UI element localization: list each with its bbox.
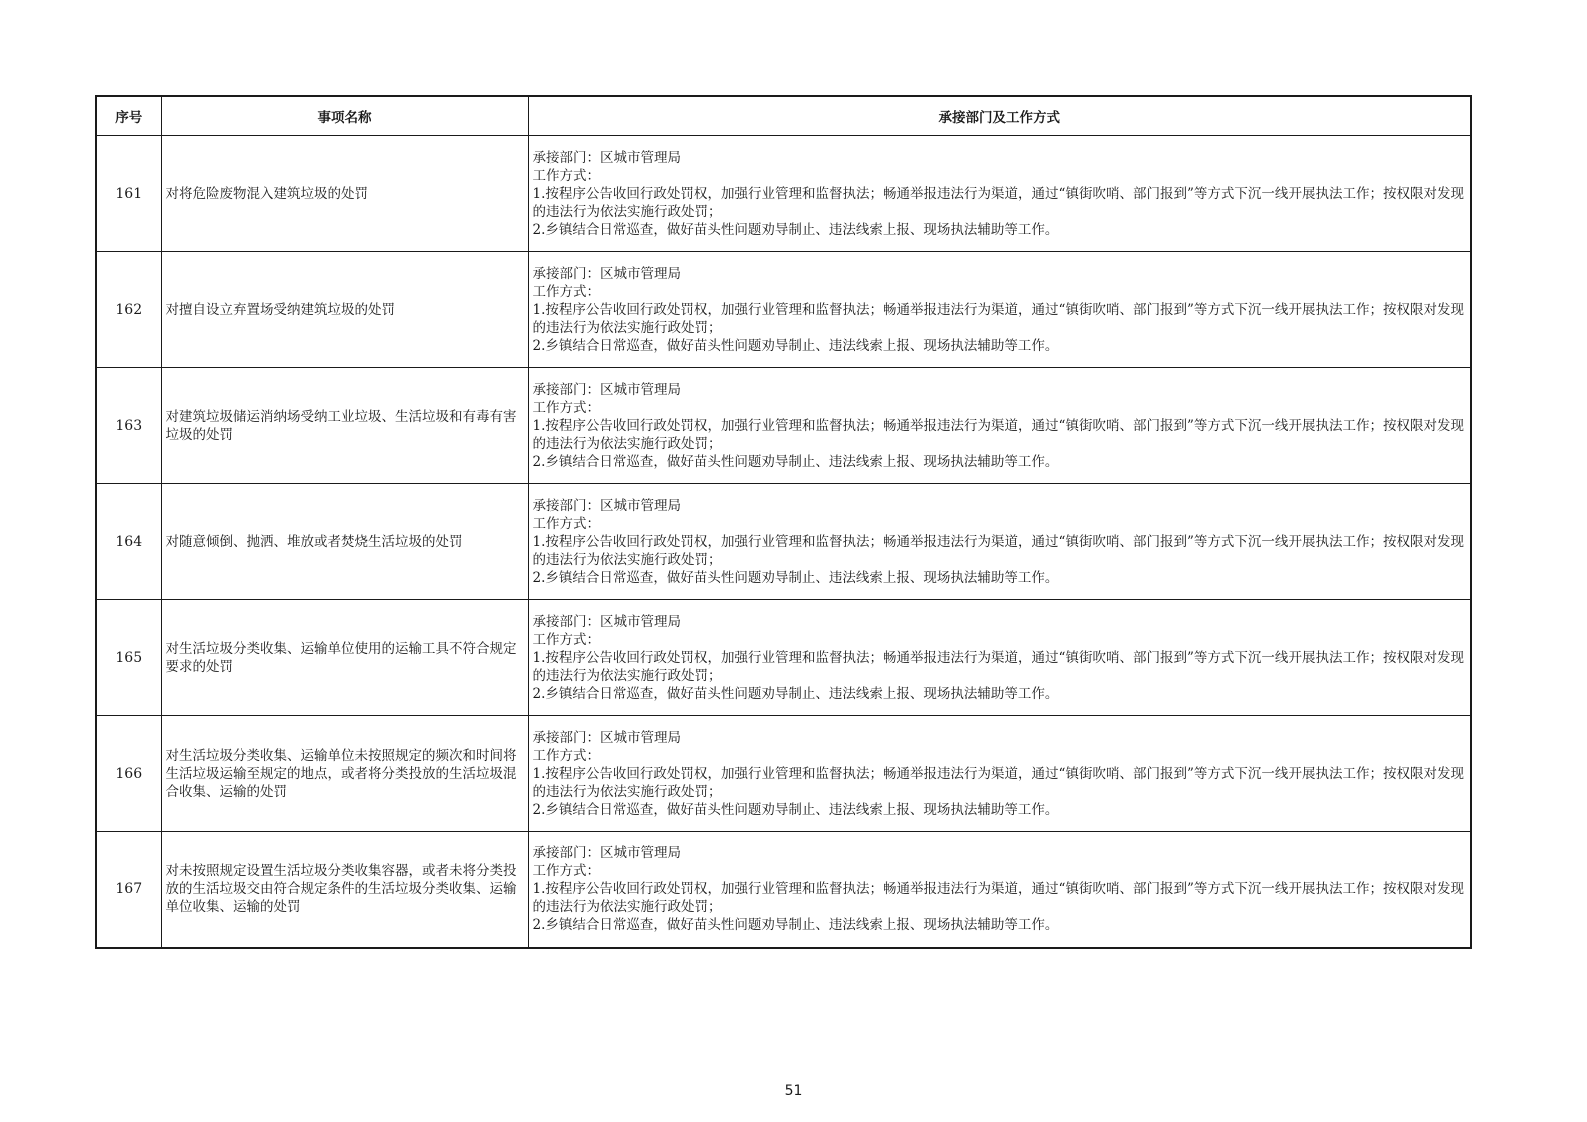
table-row bbox=[96, 600, 1471, 716]
step2-line: 2.乡镇结合日常巡查，做好苗头性问题劝导制止、违法线索上报、现场执法辅助等工作。 bbox=[532, 917, 1059, 934]
row-item-name: 对建筑垃圾储运消纳场受纳工业垃圾、生活垃圾和有毒有害垃圾的处罚 bbox=[161, 368, 528, 484]
step1-line: 1.按程序公告收回行政处罚权，加强行业管理和监督执法；畅通举报违法行为渠道，通过“镇街吹哨、部门报到”等方式下沉一线开展执法工作；按权限对发现的违法行为依法实施行政处罚； bbox=[532, 185, 1464, 220]
header-seq: 序号 bbox=[96, 96, 161, 136]
mode-line: 工作方式： bbox=[532, 515, 600, 532]
dept-line: 承接部门：区城市管理局 bbox=[532, 381, 681, 398]
dept-line: 承接部门：区城市管理局 bbox=[532, 265, 681, 282]
row-seq: 167 bbox=[96, 832, 161, 948]
table-row bbox=[96, 136, 1471, 252]
dept-line: 承接部门：区城市管理局 bbox=[532, 845, 681, 862]
table-row bbox=[96, 368, 1471, 484]
page-number: 51 bbox=[784, 1083, 803, 1099]
table-header bbox=[96, 96, 1471, 136]
row-item-name: 对将危险废物混入建筑垃圾的处罚 bbox=[161, 136, 528, 252]
step1-line: 1.按程序公告收回行政处罚权，加强行业管理和监督执法；畅通举报违法行为渠道，通过“镇街吹哨、部门报到”等方式下沉一线开展执法工作；按权限对发现的违法行为依法实施行政处罚； bbox=[532, 417, 1464, 452]
row-seq: 162 bbox=[96, 252, 161, 368]
dept-line: 承接部门：区城市管理局 bbox=[532, 613, 681, 630]
header-row bbox=[96, 96, 1471, 136]
row-work-mode bbox=[528, 136, 1471, 252]
mode-line: 工作方式： bbox=[532, 399, 600, 416]
row-item-name: 对随意倾倒、抛洒、堆放或者焚烧生活垃圾的处罚 bbox=[161, 484, 528, 600]
table-row bbox=[96, 252, 1471, 368]
step1-line: 1.按程序公告收回行政处罚权，加强行业管理和监督执法；畅通举报违法行为渠道，通过“镇街吹哨、部门报到”等方式下沉一线开展执法工作；按权限对发现的违法行为依法实施行政处罚； bbox=[532, 881, 1464, 916]
step1-line: 1.按程序公告收回行政处罚权，加强行业管理和监督执法；畅通举报违法行为渠道，通过“镇街吹哨、部门报到”等方式下沉一线开展执法工作；按权限对发现的违法行为依法实施行政处罚； bbox=[532, 301, 1464, 336]
mode-line: 工作方式： bbox=[532, 167, 600, 184]
table-row bbox=[96, 716, 1471, 832]
table-body bbox=[96, 136, 1471, 948]
row-item-name: 对未按照规定设置生活垃圾分类收集容器，或者未将分类投放的生活垃圾交由符合规定条件的生活垃圾分类收集、运输单位收集、运输的处罚 bbox=[161, 832, 528, 948]
row-work-mode bbox=[528, 484, 1471, 600]
row-seq: 164 bbox=[96, 484, 161, 600]
row-item-name: 对擅自设立弃置场受纳建筑垃圾的处罚 bbox=[161, 252, 528, 368]
step1-line: 1.按程序公告收回行政处罚权，加强行业管理和监督执法；畅通举报违法行为渠道，通过“镇街吹哨、部门报到”等方式下沉一线开展执法工作；按权限对发现的违法行为依法实施行政处罚； bbox=[532, 533, 1464, 568]
dept-line: 承接部门：区城市管理局 bbox=[532, 729, 681, 746]
row-seq: 166 bbox=[96, 716, 161, 832]
table-row bbox=[96, 484, 1471, 600]
row-seq: 161 bbox=[96, 136, 161, 252]
step2-line: 2.乡镇结合日常巡查，做好苗头性问题劝导制止、违法线索上报、现场执法辅助等工作。 bbox=[532, 221, 1059, 238]
row-seq: 165 bbox=[96, 600, 161, 716]
mode-line: 工作方式： bbox=[532, 283, 600, 300]
row-work-mode bbox=[528, 832, 1471, 948]
step2-line: 2.乡镇结合日常巡查，做好苗头性问题劝导制止、违法线索上报、现场执法辅助等工作。 bbox=[532, 569, 1059, 586]
row-item-name: 对生活垃圾分类收集、运输单位使用的运输工具不符合规定要求的处罚 bbox=[161, 600, 528, 716]
row-work-mode bbox=[528, 368, 1471, 484]
row-seq: 163 bbox=[96, 368, 161, 484]
table-row bbox=[96, 832, 1471, 948]
row-work-mode bbox=[528, 716, 1471, 832]
step1-line: 1.按程序公告收回行政处罚权，加强行业管理和监督执法；畅通举报违法行为渠道，通过“镇街吹哨、部门报到”等方式下沉一线开展执法工作；按权限对发现的违法行为依法实施行政处罚； bbox=[532, 649, 1464, 684]
mode-line: 工作方式： bbox=[532, 863, 600, 880]
row-item-name: 对生活垃圾分类收集、运输单位未按照规定的频次和时间将生活垃圾运输至规定的地点，或者将分类投放的生活垃圾混合收集、运输的处罚 bbox=[161, 716, 528, 832]
row-work-mode bbox=[528, 252, 1471, 368]
step2-line: 2.乡镇结合日常巡查，做好苗头性问题劝导制止、违法线索上报、现场执法辅助等工作。 bbox=[532, 801, 1059, 818]
dept-line: 承接部门：区城市管理局 bbox=[532, 497, 681, 514]
step2-line: 2.乡镇结合日常巡查，做好苗头性问题劝导制止、违法线索上报、现场执法辅助等工作。 bbox=[532, 685, 1059, 702]
items-table bbox=[95, 95, 1472, 949]
header-work: 承接部门及工作方式 bbox=[528, 96, 1471, 136]
header-name: 事项名称 bbox=[161, 96, 528, 136]
mode-line: 工作方式： bbox=[532, 747, 600, 764]
mode-line: 工作方式： bbox=[532, 631, 600, 648]
row-work-mode bbox=[528, 600, 1471, 716]
step2-line: 2.乡镇结合日常巡查，做好苗头性问题劝导制止、违法线索上报、现场执法辅助等工作。 bbox=[532, 453, 1059, 470]
dept-line: 承接部门：区城市管理局 bbox=[532, 149, 681, 166]
step2-line: 2.乡镇结合日常巡查，做好苗头性问题劝导制止、违法线索上报、现场执法辅助等工作。 bbox=[532, 337, 1059, 354]
step1-line: 1.按程序公告收回行政处罚权，加强行业管理和监督执法；畅通举报违法行为渠道，通过“镇街吹哨、部门报到”等方式下沉一线开展执法工作；按权限对发现的违法行为依法实施行政处罚； bbox=[532, 765, 1464, 800]
